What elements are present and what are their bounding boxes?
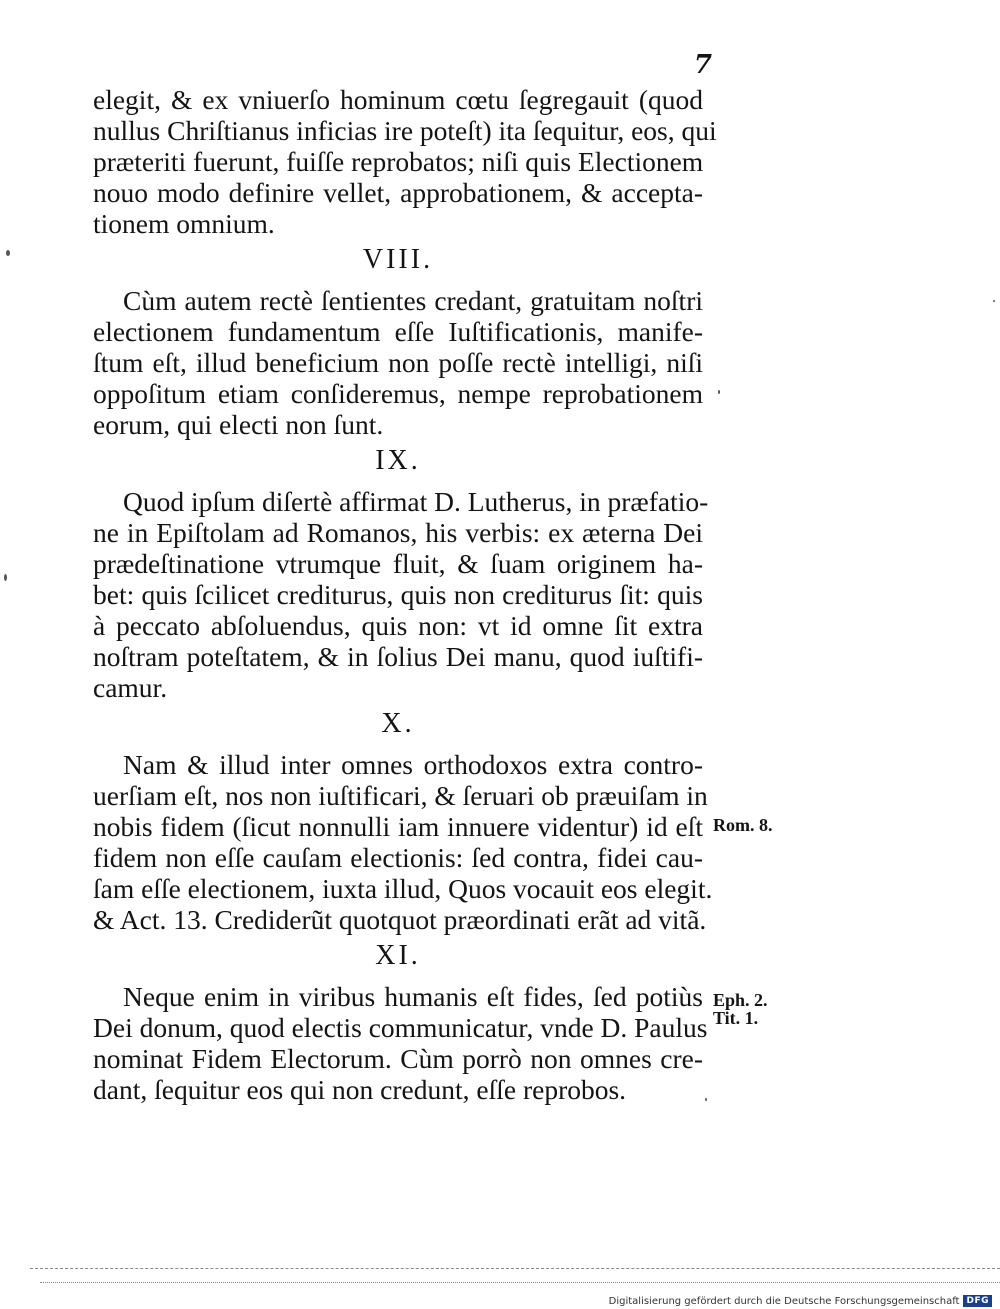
scan-edge-line [40, 1282, 1000, 1283]
text-line: Quod ipſum diſertè affirmat D. Lutherus, in præfatio- [123, 486, 709, 517]
text-line: Neque enim in viribus humanis eſt fides, ſed potiùs [123, 981, 703, 1012]
text-line: fidem non eſſe cauſam electionis: ſed contra, fidei cau- [93, 842, 703, 873]
document-body [93, 84, 717, 1109]
text-line: bet: quis ſcilicet crediturus, quis non crediturus ſit: quis [93, 579, 703, 610]
text-line: Dei donum, quod electis communicatur, vnde D. Paulus [93, 1012, 708, 1043]
text-line: camur. [93, 672, 168, 703]
section-heading: VIII. [362, 244, 434, 275]
digitization-footer [609, 1295, 992, 1307]
footer-text: Digitalisierung gefördert durch die Deutsche Forschungsgemeinschaft [608, 1295, 960, 1307]
page-number: 7 [693, 50, 712, 80]
text-line: ſam eſſe electionem, iuxta illud, Quos vocauit eos elegit. [93, 873, 713, 904]
text-line: electionem fundamentum eſſe Iuſtificationis, manife- [93, 316, 703, 347]
text-line: Cùm autem rectè ſentientes credant, gratuitam noſtri [123, 285, 703, 316]
section-1 [93, 285, 703, 440]
margin-note-rom: Rom. 8. [713, 815, 773, 835]
section-0 [93, 84, 717, 239]
text-line: ſtum eſt, illud beneficium non poſſe rectè intelligi, niſi [93, 347, 703, 378]
text-line: dant, ſequitur eos qui non credunt, eſſe reprobos. [93, 1074, 627, 1105]
scan-speck [4, 574, 7, 581]
text-line: elegit, & ex vniuerſo hominum cœtu ſegregauit (quod [93, 84, 703, 115]
scan-speck [718, 390, 720, 394]
text-line: Nam & illud inter omnes orthodoxos extra contro- [123, 749, 703, 780]
text-line: præteriti fuerunt, fuiſſe reprobatos; niſi quis Electionem [93, 146, 704, 177]
dfg-logo-icon: DFG [963, 1295, 992, 1307]
section-4 [93, 981, 708, 1105]
section-heading: IX. [375, 445, 421, 476]
text-line: à peccato abſoluendus, quis non: vt id omne ſit extra [93, 610, 703, 641]
text-line: prædeſtinatione vtrumque fluit, & ſuam originem ha- [93, 548, 703, 579]
section-heading: XI. [375, 940, 421, 971]
margin-note-tit: Tit. 1. [713, 1008, 759, 1028]
section-3 [93, 749, 713, 935]
margin-note-eph: Eph. 2. [713, 990, 768, 1010]
scan-speck [705, 1098, 707, 1101]
text-line: uerſiam eſt, nos non iuſtificari, & ſeruari ob præuiſam in [93, 780, 708, 811]
text-line: ne in Epiſtolam ad Romanos, his verbis: ex æterna Dei [93, 517, 703, 548]
scan-speck [993, 300, 995, 302]
text-line: oppoſitum etiam conſideremus, nempe reprobationem [93, 378, 703, 409]
text-line: nouo modo definire vellet, approbationem, & accepta- [93, 177, 703, 208]
scan-speck [6, 250, 10, 256]
section-heading: X. [381, 708, 415, 739]
text-line: & Act. 13. Crediderũt quotquot præordinati erãt ad vitã. [93, 904, 707, 935]
text-line: nobis fidem (ſicut nonnulli iam innuere videntur) id eſt [93, 811, 703, 842]
text-line: noſtram poteſtatem, & in ſolius Dei manu, quod iuſtifi- [93, 641, 703, 672]
text-line: nullus Chriſtianus inficias ire poteſt) ita ſequitur, eos, qui [93, 115, 717, 146]
section-2 [93, 486, 709, 703]
text-line: eorum, qui electi non ſunt. [93, 409, 384, 440]
text-line: nominat Fidem Electorum. Cùm porrò non omnes cre- [93, 1043, 703, 1074]
scan-edge-line [30, 1268, 1000, 1269]
text-line: tionem omnium. [93, 208, 275, 239]
